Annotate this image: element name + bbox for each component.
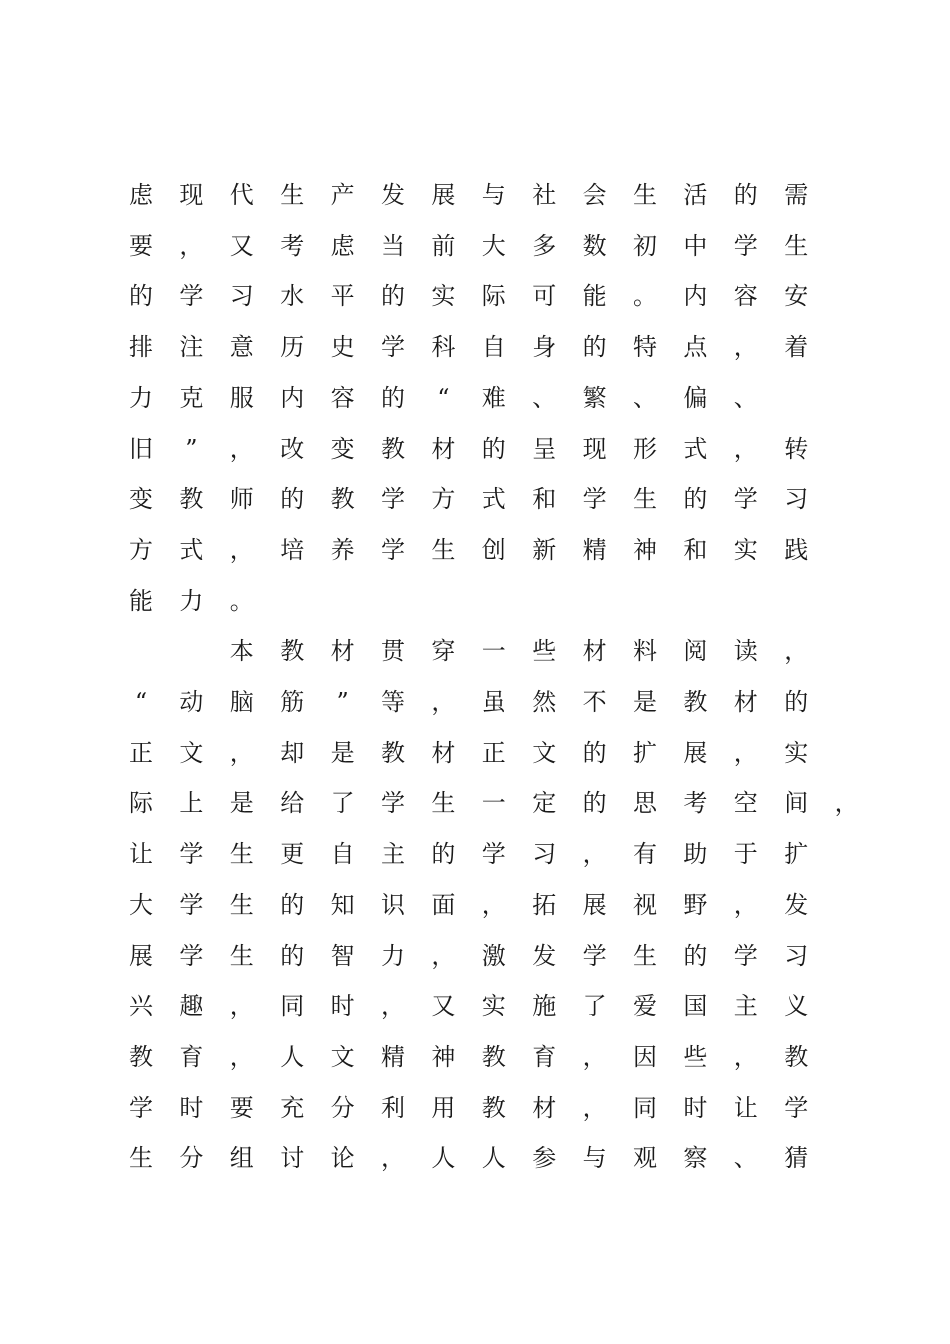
text-char: 人 <box>431 1144 456 1173</box>
text-char: 材 <box>431 738 456 767</box>
text-char: 生 <box>280 181 305 209</box>
text-char: 时 <box>330 992 355 1021</box>
text-char: 拓 <box>532 890 557 919</box>
text-char: 学 <box>179 840 204 869</box>
text-char: 育 <box>179 1042 204 1071</box>
text-char: 习 <box>784 485 809 514</box>
text-line <box>0 334 950 385</box>
text-char: 学 <box>733 941 758 970</box>
text-line <box>0 283 950 334</box>
text-char: 生 <box>633 485 657 514</box>
text-char: 的 <box>582 333 607 362</box>
text-char: 当 <box>381 231 405 260</box>
text-char: 正 <box>481 738 506 767</box>
text-char: 知 <box>330 890 355 919</box>
text-char: 初 <box>633 231 657 260</box>
text-char: 教 <box>280 637 305 666</box>
text-char: 教 <box>481 1093 506 1122</box>
text-char: 助 <box>683 840 708 869</box>
text-char: 代 <box>229 181 254 209</box>
text-char: 科 <box>431 333 456 362</box>
text-char: 可 <box>532 282 557 311</box>
text-char: 实 <box>481 992 506 1021</box>
text-char: 学 <box>179 282 204 311</box>
text-char: 教 <box>179 485 204 514</box>
text-char: ， <box>431 941 456 970</box>
text-char: ， <box>381 992 405 1021</box>
text-char: 展 <box>129 941 153 970</box>
text-char: 自 <box>481 333 506 362</box>
text-char: 生 <box>129 1144 153 1173</box>
text-line <box>0 943 950 994</box>
text-char: 要 <box>229 1093 254 1122</box>
text-char: 力 <box>129 383 153 412</box>
text-char: 的 <box>280 941 305 970</box>
text-char: 生 <box>633 941 657 970</box>
text-char: 脑 <box>229 688 254 716</box>
text-char: 养 <box>330 535 355 564</box>
text-char: ， <box>582 1093 607 1122</box>
text-char: 生 <box>229 840 254 869</box>
text-char: 需 <box>784 181 809 209</box>
text-char: 和 <box>683 535 708 564</box>
text-char: 是 <box>633 688 657 716</box>
text-char: 于 <box>733 840 758 869</box>
text-char: 却 <box>280 738 305 767</box>
text-char: 上 <box>179 789 204 818</box>
text-char: 克 <box>179 383 204 412</box>
text-line <box>0 841 950 892</box>
text-char: 的 <box>784 688 809 716</box>
text-line <box>0 790 950 841</box>
text-char: 实 <box>733 535 758 564</box>
text-char: 身 <box>532 333 557 362</box>
text-char: 生 <box>229 890 254 919</box>
text-char: 激 <box>481 941 506 970</box>
text-char: 利 <box>381 1093 405 1122</box>
text-char: 的 <box>733 181 758 209</box>
text-char: 虑 <box>129 181 153 209</box>
text-char: 学 <box>381 485 405 514</box>
text-char: 学 <box>381 789 405 818</box>
text-char: 材 <box>582 637 607 666</box>
text-char: ， <box>733 434 758 463</box>
text-char: 中 <box>683 231 708 260</box>
text-char: 阅 <box>683 637 708 666</box>
text-char: 猜 <box>784 1144 809 1173</box>
text-char: 师 <box>229 485 254 514</box>
text-char: 用 <box>431 1093 456 1122</box>
text-char: 学 <box>129 1093 153 1122</box>
text-line <box>0 892 950 943</box>
text-char <box>178 638 204 664</box>
text-char: 生 <box>431 789 456 818</box>
text-char: 主 <box>733 992 758 1021</box>
text-char: 安 <box>784 282 809 311</box>
text-char: 学 <box>784 1093 809 1122</box>
text-char: 穿 <box>431 637 456 666</box>
text-line <box>0 993 950 1044</box>
text-char: 的 <box>129 282 153 311</box>
text-char: 的 <box>280 485 305 514</box>
text-char: 数 <box>582 231 607 260</box>
text-char: ， <box>733 890 758 919</box>
text-char: 正 <box>129 738 153 767</box>
text-char: 教 <box>129 1042 153 1071</box>
text-char: 方 <box>129 535 153 564</box>
text-char: 定 <box>532 789 557 818</box>
text-char: 让 <box>129 840 153 869</box>
text-char: 、 <box>733 383 758 412</box>
text-char: 、 <box>733 1144 758 1173</box>
text-char: ， <box>229 434 254 463</box>
text-char: 服 <box>229 383 254 412</box>
text-char: 一 <box>481 637 506 666</box>
text-char: 特 <box>633 333 657 362</box>
text-char: 大 <box>481 231 506 260</box>
text-char: 习 <box>784 941 809 970</box>
text-line <box>0 1044 950 1095</box>
text-char: 多 <box>532 231 557 260</box>
text-char: ， <box>733 1042 758 1071</box>
text-char: 现 <box>582 434 607 463</box>
text-char: 文 <box>179 738 204 767</box>
text-char: 与 <box>582 1144 607 1173</box>
text-char: 动 <box>179 688 204 716</box>
text-line <box>0 740 950 791</box>
text-char: 注 <box>179 333 204 362</box>
text-char: 实 <box>784 738 809 767</box>
text-char: 充 <box>280 1093 305 1122</box>
text-char: 的 <box>381 282 405 311</box>
text-char: 参 <box>532 1144 557 1173</box>
text-char: 学 <box>179 941 204 970</box>
text-char: 教 <box>683 688 708 716</box>
text-char: 。 <box>633 282 657 311</box>
text-char: 的 <box>582 789 607 818</box>
text-line <box>0 486 950 537</box>
text-char: ， <box>229 738 254 767</box>
text-char: 扩 <box>784 840 809 869</box>
text-char: 爱 <box>633 992 657 1021</box>
text-char: 智 <box>330 941 355 970</box>
text-char: 让 <box>733 1093 758 1122</box>
text-char: 给 <box>280 789 305 818</box>
text-char: 组 <box>229 1144 254 1173</box>
text-char: 和 <box>532 485 557 514</box>
text-char: 又 <box>229 231 254 260</box>
text-char: 讨 <box>280 1144 305 1173</box>
text-char: 变 <box>330 434 355 463</box>
text-char: 社 <box>532 181 557 209</box>
text-char: 是 <box>330 738 355 767</box>
text-char: 展 <box>431 181 456 209</box>
text-char: 际 <box>481 282 506 311</box>
text-char: 更 <box>280 840 305 869</box>
text-char: 的 <box>381 383 405 412</box>
text-line <box>0 537 950 588</box>
text-char: 学 <box>481 840 506 869</box>
text-char: 繁 <box>582 383 607 412</box>
text-char: 偏 <box>683 383 708 412</box>
text-char: 筋 <box>280 688 305 716</box>
text-char: 呈 <box>532 434 557 463</box>
text-char: 不 <box>582 688 607 716</box>
text-char: 人 <box>481 1144 506 1173</box>
text-char: 教 <box>381 738 405 767</box>
text-char: 教 <box>381 434 405 463</box>
text-char: 转 <box>784 434 809 463</box>
text-line <box>0 689 950 740</box>
text-char: 的 <box>280 890 305 919</box>
text-char: 时 <box>179 1093 204 1122</box>
text-char: 点 <box>683 333 708 362</box>
text-char: ” <box>336 688 349 716</box>
text-char: 育 <box>532 1042 557 1071</box>
text-char: ， <box>481 890 506 919</box>
text-char: 改 <box>280 434 305 463</box>
text-char: 生 <box>633 181 657 209</box>
text-char: 变 <box>129 485 153 514</box>
text-char: 察 <box>683 1144 708 1173</box>
text-char: 了 <box>582 992 607 1021</box>
text-char: 生 <box>431 535 456 564</box>
text-char: 能 <box>582 282 607 311</box>
text-char: 生 <box>229 941 254 970</box>
text-char: 了 <box>330 789 355 818</box>
text-char: 力 <box>381 941 405 970</box>
text-char <box>128 638 154 664</box>
text-char: 神 <box>431 1042 456 1071</box>
text-char: 意 <box>229 333 254 362</box>
text-char: 实 <box>431 282 456 311</box>
text-char: 精 <box>381 1042 405 1071</box>
text-char: 国 <box>683 992 708 1021</box>
text-char: 际 <box>129 789 153 818</box>
text-char: 思 <box>633 789 657 818</box>
text-char: 贯 <box>381 637 405 666</box>
text-char: 考 <box>683 789 708 818</box>
text-char: “ <box>134 688 148 716</box>
text-char: 神 <box>633 535 657 564</box>
text-char: ， <box>431 688 456 716</box>
text-line <box>0 233 950 284</box>
text-char: 空 <box>733 789 758 818</box>
text-char: 些 <box>532 637 557 666</box>
text-char: 施 <box>532 992 557 1021</box>
text-char: 视 <box>633 890 657 919</box>
text-char: ， <box>229 992 254 1021</box>
text-char: 学 <box>381 333 405 362</box>
text-char: 然 <box>532 688 557 716</box>
text-char: 论 <box>330 1144 355 1173</box>
text-char: 生 <box>784 231 809 260</box>
text-char: ， <box>784 637 809 666</box>
text-char: 观 <box>633 1144 657 1173</box>
text-line <box>0 1095 950 1146</box>
text-char: 的 <box>481 434 506 463</box>
text-line <box>0 588 950 639</box>
text-char: 同 <box>633 1093 657 1122</box>
text-char: 学 <box>733 231 758 260</box>
text-char: 考 <box>280 231 305 260</box>
text-char: 等 <box>381 688 405 716</box>
text-char: ， <box>582 1042 607 1071</box>
text-char: 与 <box>481 181 506 209</box>
text-char: 人 <box>280 1042 305 1071</box>
text-char: 些 <box>683 1042 708 1071</box>
text-char: 难 <box>481 383 506 412</box>
text-char: 大 <box>129 890 153 919</box>
text-char: 产 <box>330 181 355 209</box>
text-char: 发 <box>784 890 809 919</box>
text-char: 兴 <box>129 992 153 1021</box>
text-char: 读 <box>733 637 758 666</box>
text-char: 要 <box>129 231 153 260</box>
text-char: 扩 <box>633 738 657 767</box>
text-char: “ <box>437 383 450 412</box>
text-char: ， <box>733 333 758 362</box>
text-char: 的 <box>431 840 456 869</box>
text-char: 虽 <box>481 688 506 716</box>
text-line <box>0 638 950 689</box>
text-char: 识 <box>381 890 405 919</box>
text-char: 习 <box>532 840 557 869</box>
text-char: 式 <box>683 434 708 463</box>
text-char: 能 <box>129 586 153 615</box>
text-char: 是 <box>229 789 254 818</box>
text-char: 趣 <box>179 992 204 1021</box>
text-char: 的 <box>683 485 708 514</box>
text-char: 文 <box>330 1042 355 1071</box>
text-char: 创 <box>481 535 506 564</box>
text-char: 分 <box>179 1144 204 1173</box>
text-char: 材 <box>733 688 758 716</box>
text-char: 排 <box>129 333 153 362</box>
text-char: ， <box>381 1144 405 1173</box>
text-char: 义 <box>784 992 809 1021</box>
text-char: 发 <box>532 941 557 970</box>
text-char: 、 <box>532 383 557 412</box>
text-char: 容 <box>330 383 355 412</box>
text-char: 现 <box>179 181 204 209</box>
text-char: 教 <box>784 1042 809 1071</box>
text-char: ， <box>733 738 758 767</box>
text-char: 有 <box>633 840 657 869</box>
text-char: 学 <box>582 485 607 514</box>
text-char: 精 <box>582 535 607 564</box>
text-line <box>0 182 950 233</box>
text-char: ， <box>229 1042 254 1071</box>
text-char: 新 <box>532 535 557 564</box>
text-char: ， <box>229 535 254 564</box>
text-char: 学 <box>733 485 758 514</box>
text-char: 式 <box>179 535 204 564</box>
text-char: 自 <box>330 840 355 869</box>
text-char: 教 <box>481 1042 506 1071</box>
text-char: 容 <box>733 282 758 311</box>
text-char: ” <box>185 434 198 463</box>
text-char: 分 <box>330 1093 355 1122</box>
text-char: ， <box>834 789 859 818</box>
text-char: 料 <box>633 637 657 666</box>
text-char: 形 <box>633 434 657 463</box>
text-char: 。 <box>229 586 254 615</box>
text-char: 的 <box>582 738 607 767</box>
text-char: 方 <box>431 485 456 514</box>
text-char: 面 <box>431 890 456 919</box>
text-char: 史 <box>330 333 355 362</box>
text-char: 力 <box>179 586 204 615</box>
text-char: 平 <box>330 282 355 311</box>
text-char: 展 <box>582 890 607 919</box>
text-char: 材 <box>330 637 355 666</box>
text-line <box>0 385 950 436</box>
text-char: 间 <box>784 789 809 818</box>
text-line <box>0 436 950 487</box>
text-char: 习 <box>229 282 254 311</box>
text-char: ， <box>582 840 607 869</box>
text-char: 野 <box>683 890 708 919</box>
text-char: 因 <box>633 1042 657 1071</box>
text-char: 内 <box>683 282 708 311</box>
text-char: ， <box>179 231 204 260</box>
text-char: 旧 <box>129 434 153 463</box>
text-char: 学 <box>381 535 405 564</box>
text-char: 学 <box>582 941 607 970</box>
text-char: 前 <box>431 231 456 260</box>
text-char: 文 <box>532 738 557 767</box>
text-char: 材 <box>532 1093 557 1122</box>
text-char: 内 <box>280 383 305 412</box>
text-char: 虑 <box>330 231 355 260</box>
text-char: 学 <box>179 890 204 919</box>
text-char: 教 <box>330 485 355 514</box>
text-char: 培 <box>280 535 305 564</box>
text-char: 同 <box>280 992 305 1021</box>
text-char: 式 <box>481 485 506 514</box>
text-char: 主 <box>381 840 405 869</box>
text-line <box>0 1145 950 1196</box>
text-char: 时 <box>683 1093 708 1122</box>
text-char: 又 <box>431 992 456 1021</box>
text-char: 会 <box>582 181 607 209</box>
text-char: 材 <box>431 434 456 463</box>
text-char: 一 <box>481 789 506 818</box>
text-char: 的 <box>683 941 708 970</box>
text-char: 展 <box>683 738 708 767</box>
text-char: 本 <box>229 637 254 666</box>
text-char: 发 <box>381 181 405 209</box>
text-char: 、 <box>633 383 657 412</box>
text-char: 历 <box>280 333 305 362</box>
text-char: 践 <box>784 535 809 564</box>
text-char: 水 <box>280 282 305 311</box>
text-char: 着 <box>784 333 809 362</box>
text-char: 活 <box>683 181 708 209</box>
